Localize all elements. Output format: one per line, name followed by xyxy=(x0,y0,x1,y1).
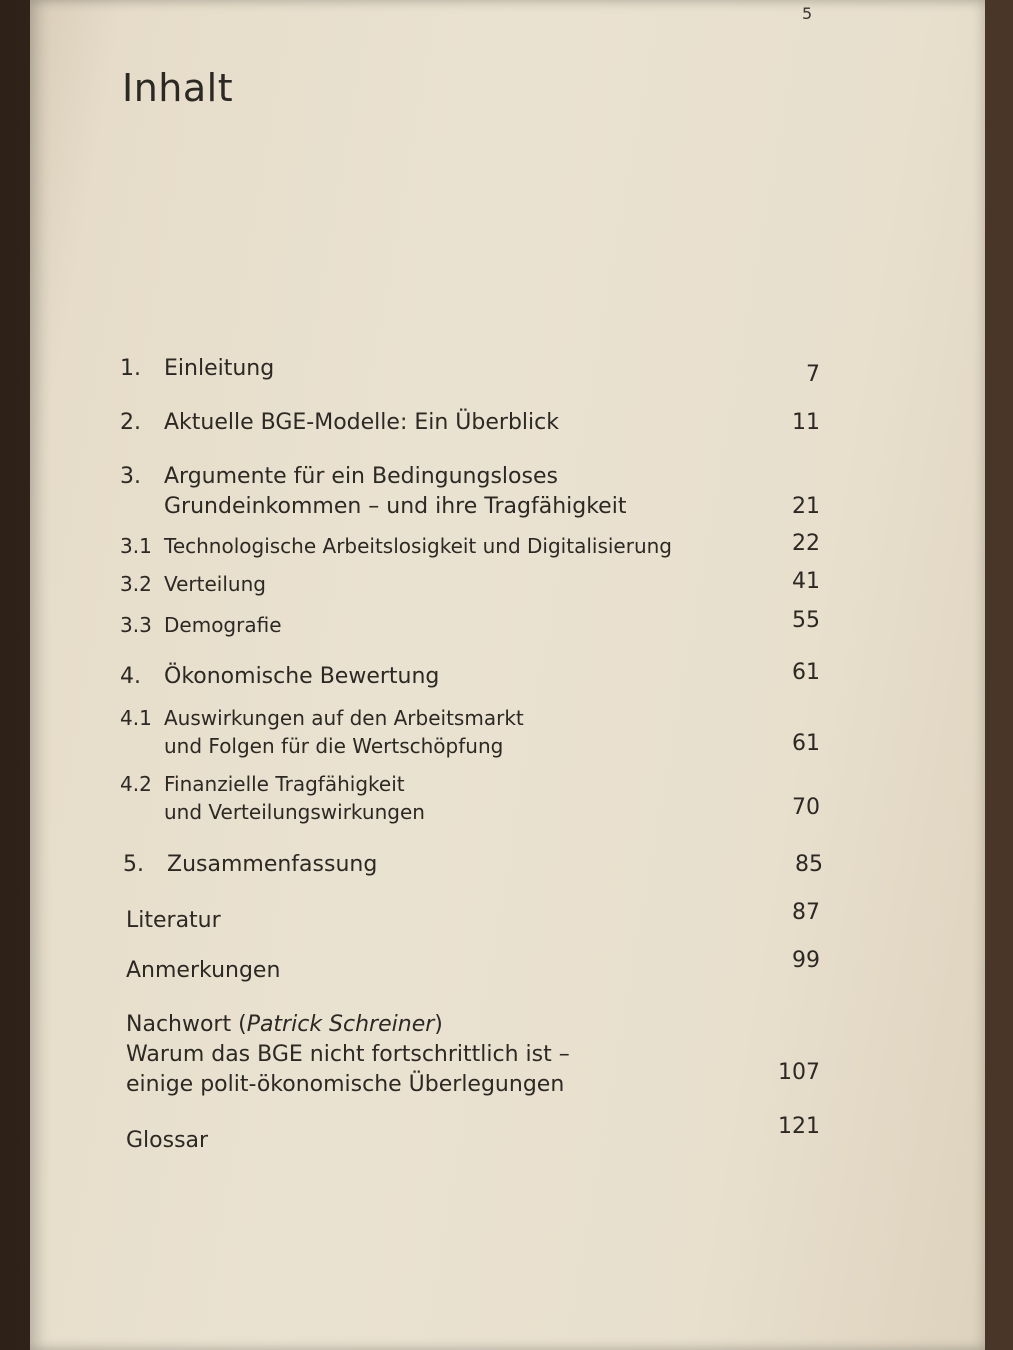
toc-entry-1 xyxy=(120,354,840,387)
toc-title: Technologische Arbeitslosigkeit und Digitalisierung xyxy=(164,534,672,558)
toc-page: 99 xyxy=(792,948,820,973)
toc-page: 70 xyxy=(792,795,820,820)
toc-title-line-1: Auswirkungen auf den Arbeitsmarkt xyxy=(164,706,524,730)
book-page xyxy=(30,0,985,1350)
nachwort-author: Patrick Schreiner xyxy=(246,1012,435,1037)
toc-entry-anmerkungen xyxy=(120,948,840,986)
toc-title-line-2: Warum das BGE nicht fortschrittlich ist – xyxy=(126,1042,570,1067)
toc-number: 5. xyxy=(123,852,144,877)
toc-entry-5 xyxy=(123,850,843,880)
toc-number: 3.2 xyxy=(120,572,152,596)
toc-page: 121 xyxy=(778,1114,820,1139)
toc-page: 7 xyxy=(806,362,820,387)
toc-number: 4. xyxy=(120,664,141,689)
toc-title-line-1 xyxy=(126,1010,840,1040)
toc-page: 107 xyxy=(778,1060,820,1085)
toc-page: 55 xyxy=(792,608,820,633)
toc-title: Literatur xyxy=(126,908,221,933)
nachwort-label: Nachwort ( xyxy=(126,1012,247,1037)
toc-entry-literatur xyxy=(120,900,840,936)
toc-number: 3.1 xyxy=(120,534,152,558)
toc-number: 2. xyxy=(120,410,141,435)
toc-page: 61 xyxy=(792,660,820,685)
toc-title: Ökonomische Bewertung xyxy=(164,664,440,689)
toc-title: Einleitung xyxy=(164,356,275,381)
toc-title-line-2: und Folgen für die Wertschöpfung xyxy=(164,734,504,758)
toc-entry-3-2 xyxy=(120,570,840,598)
toc-page: 61 xyxy=(792,731,820,756)
toc-page: 11 xyxy=(792,410,820,435)
toc-page: 22 xyxy=(792,531,820,556)
toc-entry-nachwort xyxy=(120,1010,840,1100)
toc-title: Verteilung xyxy=(164,572,266,596)
toc-title-line-1: Finanzielle Tragfähigkeit xyxy=(164,772,405,796)
toc-entry-3-3 xyxy=(120,608,840,639)
toc-title: Aktuelle BGE-Modelle: Ein Überblick xyxy=(164,410,559,435)
toc-page: 41 xyxy=(792,569,820,594)
toc-title: Anmerkungen xyxy=(126,958,281,983)
toc-title-line-3: einige polit-ökonomische Überlegungen xyxy=(126,1072,565,1097)
toc-title-line-1: Argumente für ein Bedingungsloses xyxy=(164,464,558,489)
toc-page: 87 xyxy=(792,900,820,925)
page-title: Inhalt xyxy=(122,66,234,110)
toc-entry-2 xyxy=(120,408,840,438)
toc-number: 1. xyxy=(120,356,141,381)
toc-title: Glossar xyxy=(126,1128,209,1153)
toc-entry-3 xyxy=(120,462,840,522)
toc-entry-4-1 xyxy=(120,704,840,760)
page-number: 5 xyxy=(802,4,813,23)
toc-title: Demografie xyxy=(164,613,282,637)
toc-number: 4.2 xyxy=(120,772,152,796)
toc-title-line-2: Grundeinkommen – und ihre Tragfähigkeit xyxy=(164,494,627,519)
toc-number: 4.1 xyxy=(120,706,152,730)
toc-number: 3.3 xyxy=(120,613,152,637)
toc-entry-glossar xyxy=(120,1114,840,1156)
toc-title: Zusammenfassung xyxy=(167,852,378,877)
toc-entry-3-1 xyxy=(120,532,840,560)
toc-entry-4-2 xyxy=(120,770,840,826)
toc-title-line-2: und Verteilungswirkungen xyxy=(164,800,425,824)
toc-page: 85 xyxy=(795,852,823,877)
toc-entry-4 xyxy=(120,662,840,692)
nachwort-paren-close: ) xyxy=(434,1012,443,1037)
toc-page: 21 xyxy=(792,494,820,519)
toc-number: 3. xyxy=(120,464,141,489)
